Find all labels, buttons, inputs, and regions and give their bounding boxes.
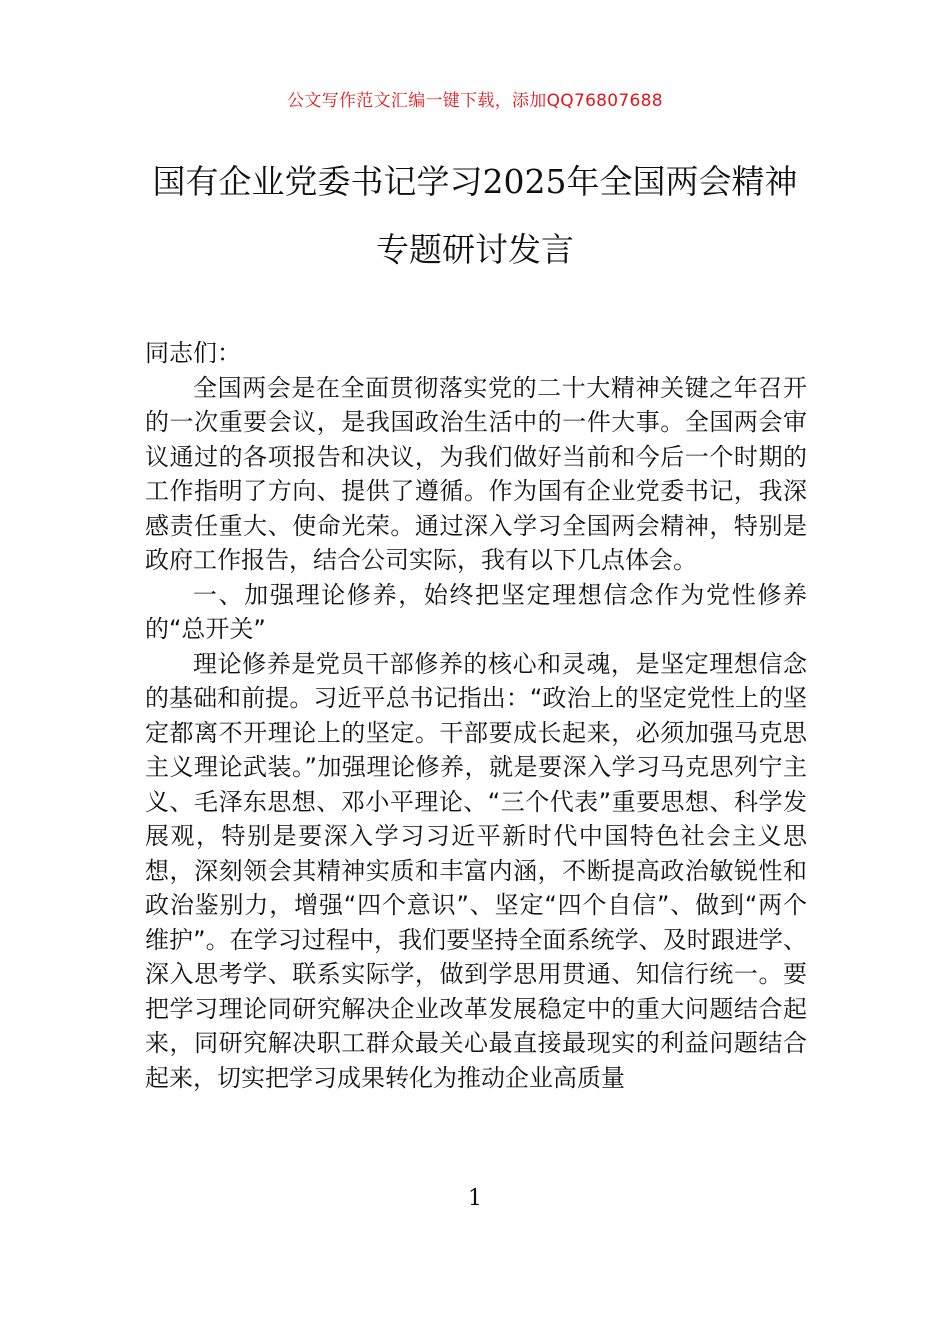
salutation: 同志们： <box>145 339 241 367</box>
document-title: 国有企业党委书记学习2025年全国两会精神专题研讨发言 <box>152 162 798 269</box>
promo-banner: 公文写作范文汇编一键下载，添加QQ76807688 <box>287 91 663 111</box>
document-body <box>145 336 807 1095</box>
paragraph-section-1: 理论修养是党员干部修养的核心和灵魂，是坚定理想信念的基础和前提。习近平总书记指出：“政治上的坚定党性上的坚定都离不开理论上的坚定。干部要成长起来，必须加强马克思主义理论武装。”加强理论修养，就是要深入学习马克思列宁主义、毛泽东思想、邓小平理论、“三个代表”重要思想、科学发展观，特别是要深入学习习近平新时代中国特色社会主义思想，深刻领会其精神实质和丰富内涵，不断提高政治敏锐性和政治鉴别力，增强“四个意识”、坚定“四个自信”、做到“两个维护”。在学习过程中，我们要坚持全面系统学、及时跟进学、深入思考学、联系实际学，做到学思用贯通、知信行统一。要把学习理论同研究解决企业改革发展稳定中的重大问题结合起来，同研究解决职工群众最关心最直接最现实的利益问题结合起来，切实把学习成果转化为推动企业高质量 <box>145 649 807 1092</box>
section-heading-1: 一、加强理论修养，始终把坚定理想信念作为党性修养的“总开关” <box>145 580 807 643</box>
paragraph-intro: 全国两会是在全面贯彻落实党的二十大精神关键之年召开的一次重要会议，是我国政治生活中的一件大事。全国两会审议通过的各项报告和决议，为我们做好当前和今后一个时期的工作指明了方向、提供了遵循。作为国有企业党委书记，我深感责任重大、使命光荣。通过深入学习全国两会精神，特别是政府工作报告，结合公司实际，我有以下几点体会。 <box>145 373 807 574</box>
page-number: 1 <box>468 1186 482 1211</box>
